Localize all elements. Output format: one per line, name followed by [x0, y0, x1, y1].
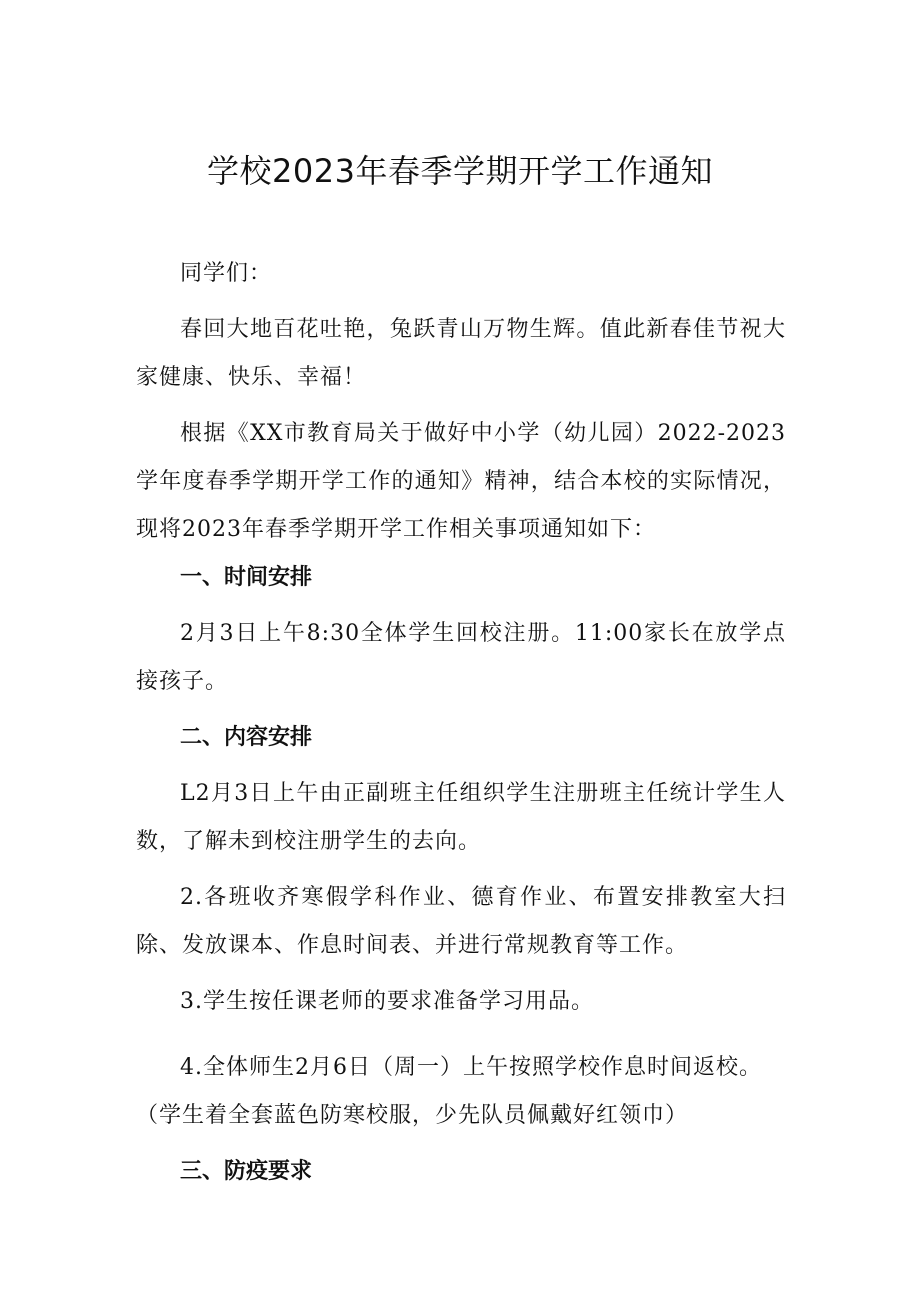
content-item-3: 3.学生按任课老师的要求准备学习用品。 — [180, 989, 594, 1014]
content-item-4-note: （学生着全套蓝色防寒校服，少先队员佩戴好红领巾） — [136, 1103, 689, 1128]
content-item-4: 4.全体师生2月6日（周一）上午按照学校作息时间返校。 — [180, 1055, 762, 1080]
salutation: 同学们： — [180, 261, 273, 286]
document-body — [136, 250, 786, 1196]
content-item-2: 2.各班收齐寒假学科作业、德育作业、布置安排教室大扫除、发放课本、作息时间表、并进行常规教育等工作。 — [136, 885, 786, 958]
greeting-paragraph: 春回大地百花吐艳，兔跃青山万物生辉。值此新春佳节祝大家健康、快乐、幸福！ — [136, 317, 786, 390]
section-heading-schedule: 一、时间安排 — [180, 565, 313, 590]
schedule-item-1: 2月3日上午8:30全体学生回校注册。11:00家长在放学点接孩子。 — [136, 621, 786, 694]
section-heading-epidemic: 三、防疫要求 — [180, 1159, 313, 1184]
content-item-1: L2月3日上午由正副班主任组织学生注册班主任统计学生人数，了解未到校注册学生的去向。 — [136, 781, 786, 854]
document-title: 学校2023年春季学期开学工作通知 — [207, 152, 713, 190]
section-heading-content: 二、内容安排 — [180, 725, 313, 750]
basis-paragraph: 根据《XX市教育局关于做好中小学（幼儿园）2022-2023学年度春季学期开学工作的通知》精神，结合本校的实际情况，现将2023年春季学期开学工作相关事项通知如下： — [136, 421, 786, 542]
